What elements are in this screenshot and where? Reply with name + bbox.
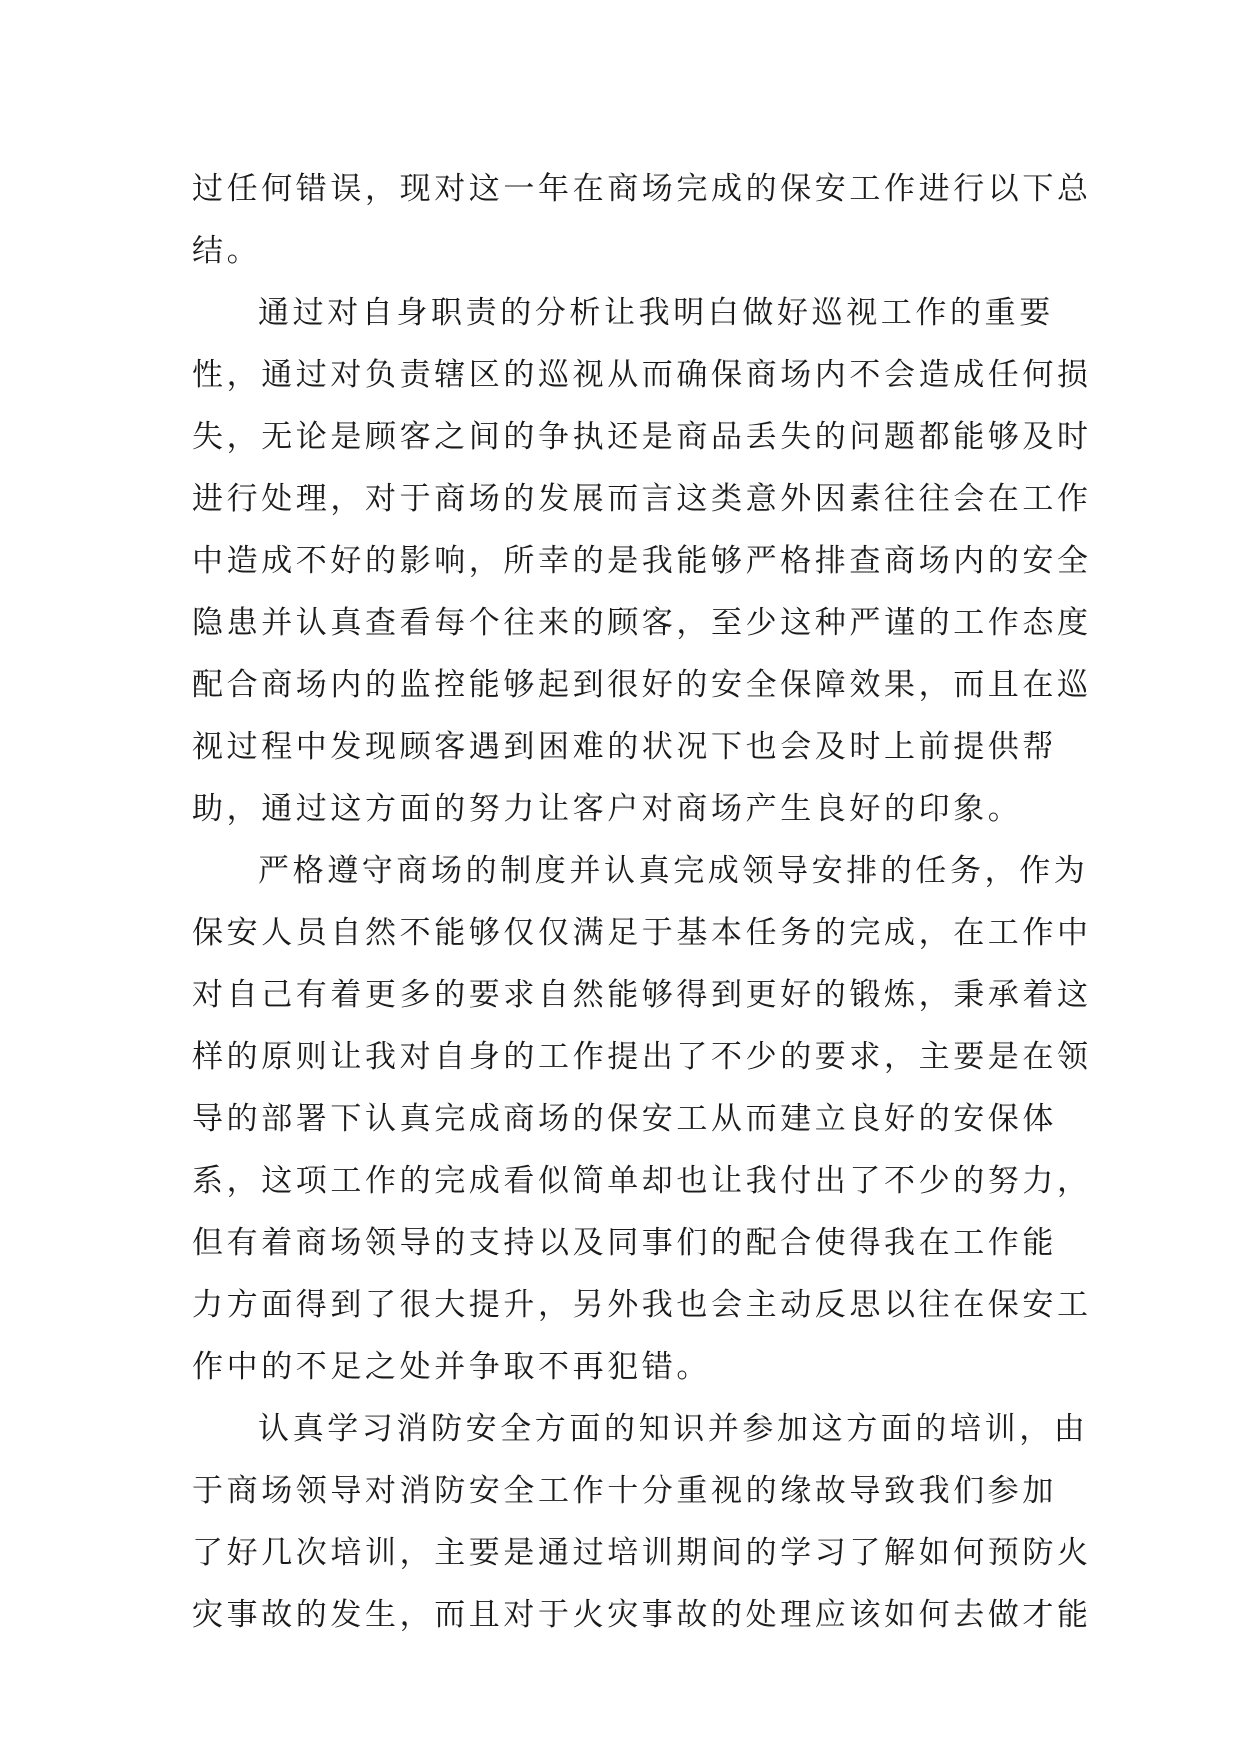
document-body xyxy=(192,158,1092,1646)
text-line: 通过对自身职责的分析让我明白做好巡视工作的重要 xyxy=(258,295,1054,331)
text-line: 进行处理，对于商场的发展而言这类意外因素往往会在工作 xyxy=(192,481,1092,517)
paragraph-4 xyxy=(192,1398,1092,1646)
text-line: 失，无论是顾客之间的争执还是商品丢失的问题都能够及时 xyxy=(192,419,1092,455)
text-line: 但有着商场领导的支持以及同事们的配合使得我在工作能 xyxy=(192,1225,1057,1261)
paragraph-1 xyxy=(192,158,1092,282)
text-line: 性，通过对负责辖区的巡视从而确保商场内不会造成任何损 xyxy=(192,357,1092,393)
text-line: 于商场领导对消防安全工作十分重视的缘故导致我们参加 xyxy=(192,1473,1057,1509)
text-line: 保安人员自然不能够仅仅满足于基本任务的完成，在工作中 xyxy=(192,915,1092,951)
text-line: 灾事故的发生，而且对于火灾事故的处理应该如何去做才能 xyxy=(192,1597,1092,1633)
paragraph-3 xyxy=(192,840,1092,1398)
text-line: 了好几次培训，主要是通过培训期间的学习了解如何预防火 xyxy=(192,1535,1092,1571)
text-line: 视过程中发现顾客遇到困难的状况下也会及时上前提供帮 xyxy=(192,729,1057,765)
text-line: 隐患并认真查看每个往来的顾客，至少这种严谨的工作态度 xyxy=(192,605,1092,641)
text-line: 中造成不好的影响，所幸的是我能够严格排查商场内的安全 xyxy=(192,543,1092,579)
text-line: 认真学习消防安全方面的知识并参加这方面的培训，由 xyxy=(258,1411,1089,1447)
text-line: 严格遵守商场的制度并认真完成领导安排的任务，作为 xyxy=(258,853,1089,889)
text-line: 系，这项工作的完成看似简单却也让我付出了不少的努力， xyxy=(192,1163,1092,1199)
paragraph-2 xyxy=(192,282,1092,840)
text-line: 配合商场内的监控能够起到很好的安全保障效果，而且在巡 xyxy=(192,667,1092,703)
text-line: 对自己有着更多的要求自然能够得到更好的锻炼，秉承着这 xyxy=(192,977,1092,1013)
text-line: 力方面得到了很大提升，另外我也会主动反思以往在保安工 xyxy=(192,1287,1092,1323)
text-line: 作中的不足之处并争取不再犯错。 xyxy=(192,1349,711,1385)
text-line: 助，通过这方面的努力让客户对商场产生良好的印象。 xyxy=(192,791,1023,827)
text-line: 过任何错误，现对这一年在商场完成的保安工作进行以下总 xyxy=(192,171,1092,207)
text-line: 样的原则让我对自身的工作提出了不少的要求，主要是在领 xyxy=(192,1039,1092,1075)
text-line: 导的部署下认真完成商场的保安工从而建立良好的安保体 xyxy=(192,1101,1057,1137)
text-line: 结。 xyxy=(192,233,262,269)
